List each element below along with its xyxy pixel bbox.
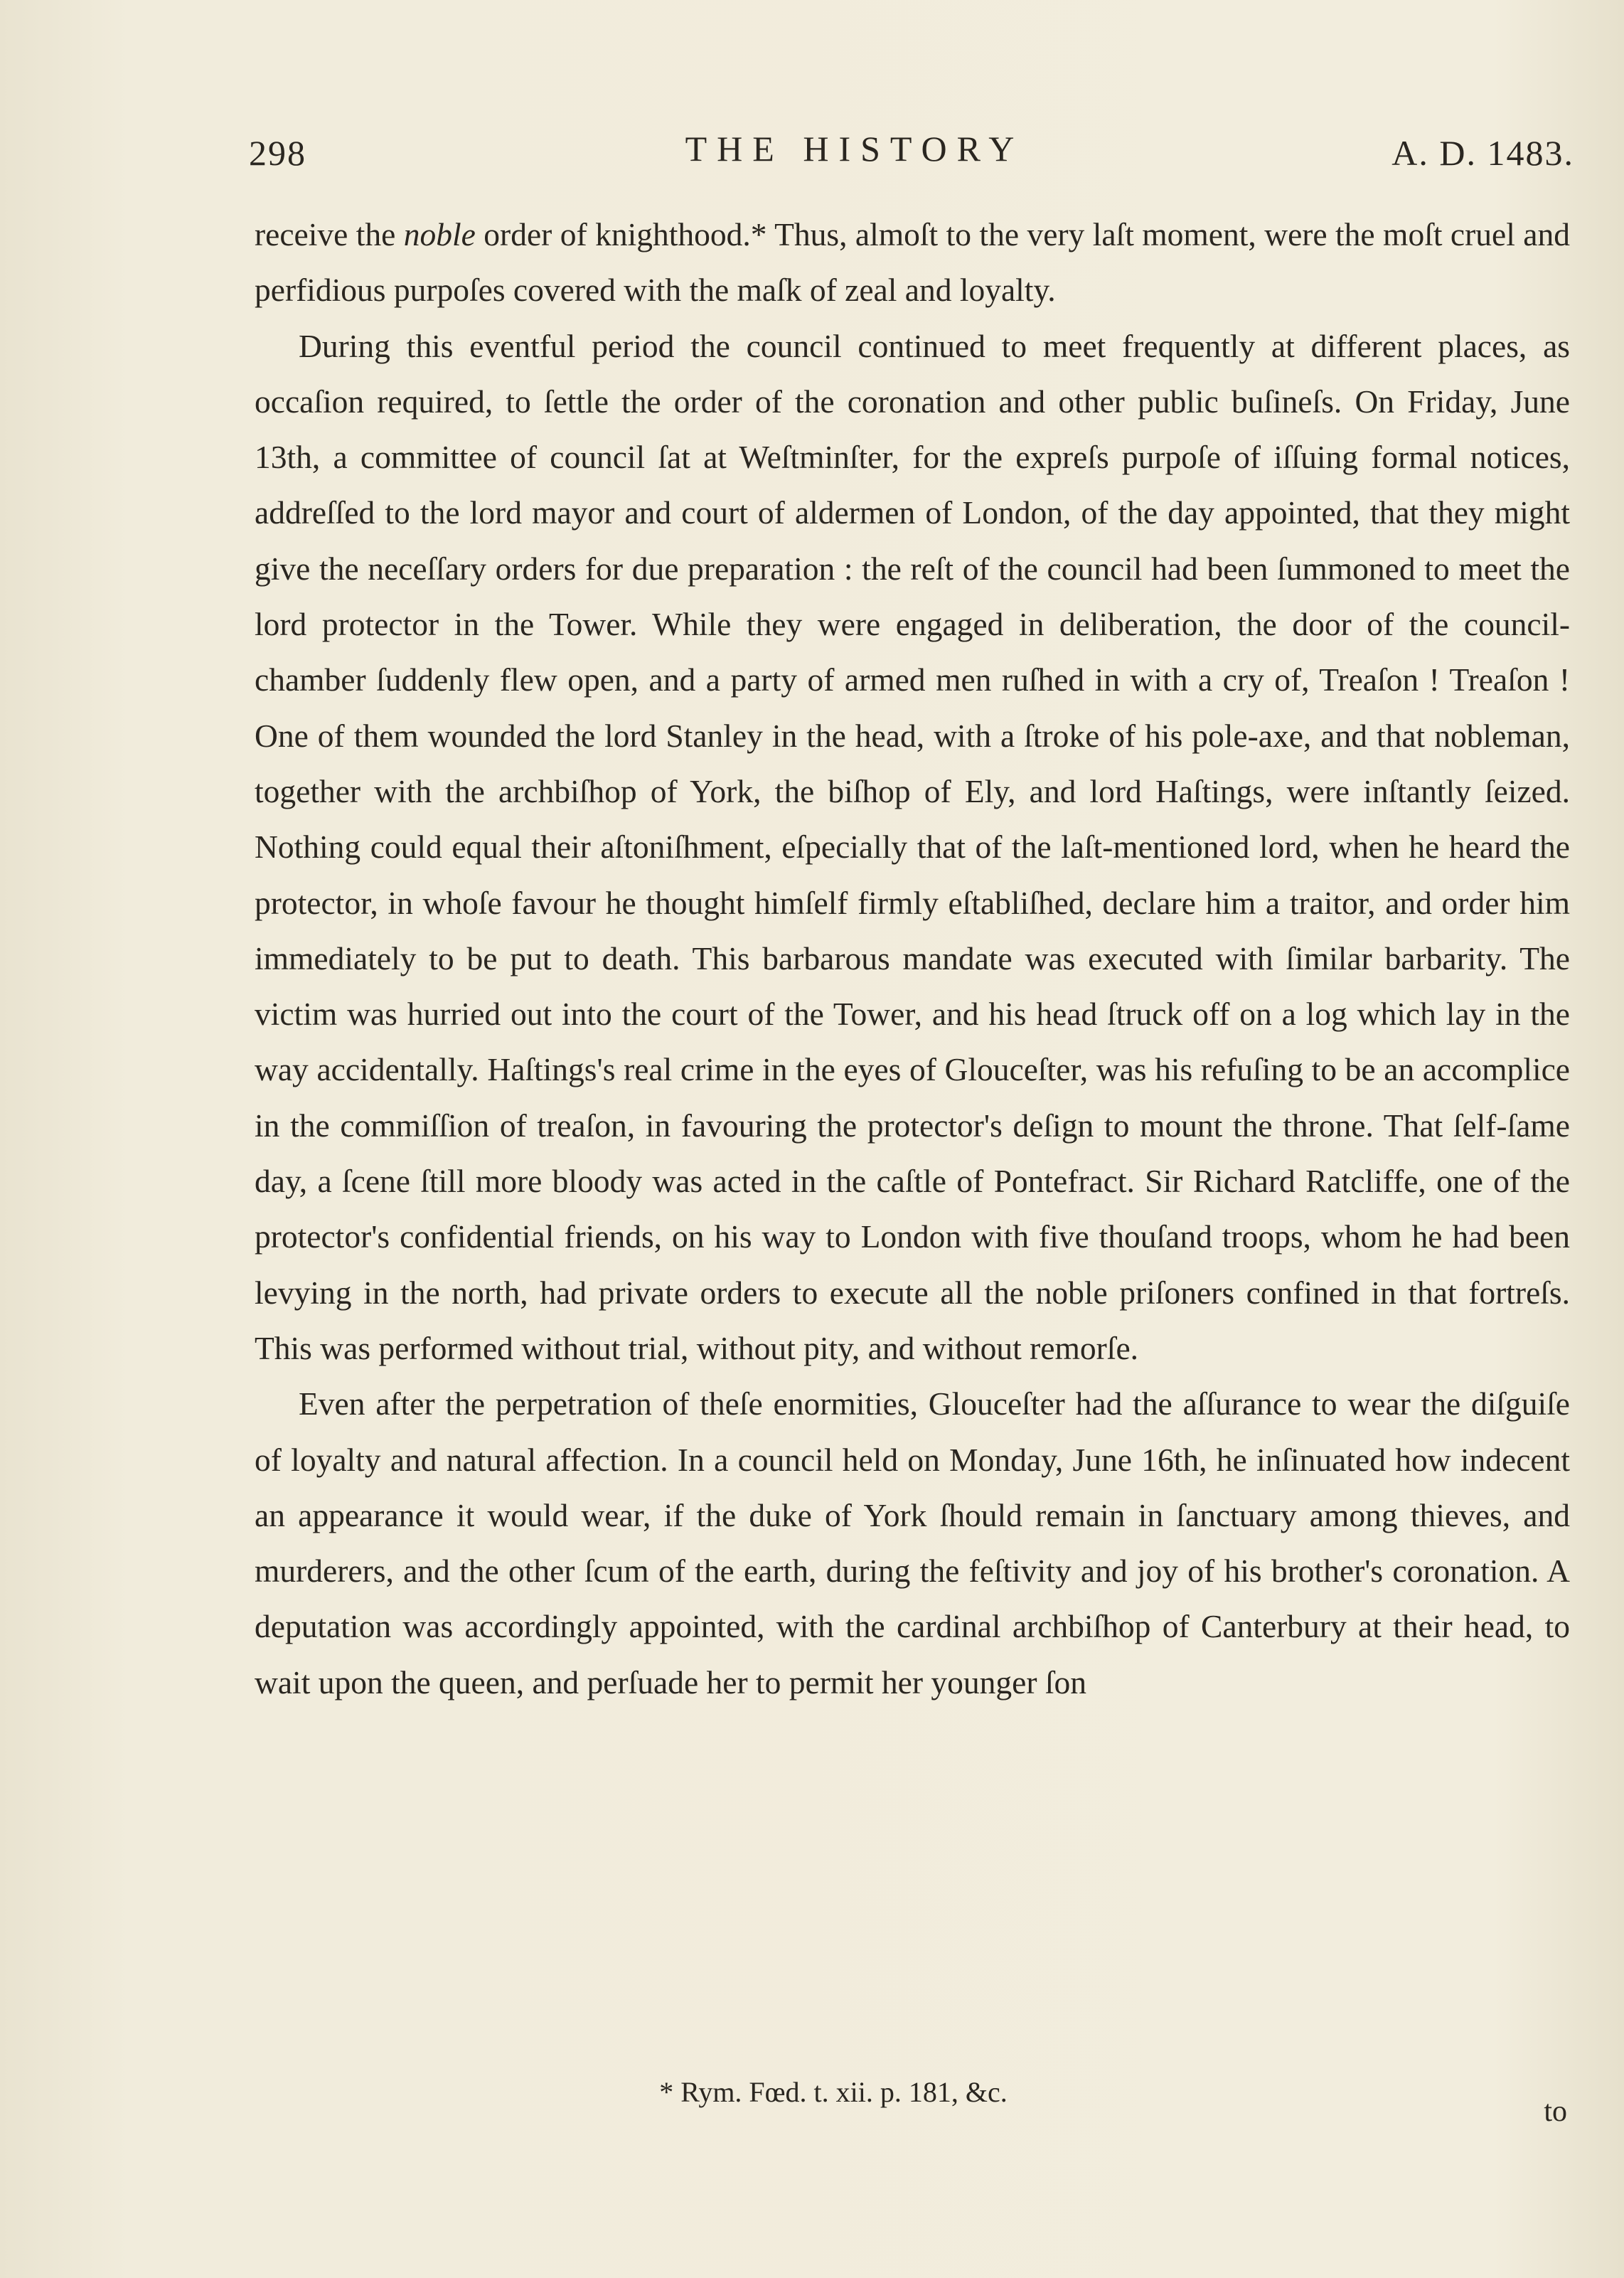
paragraph-3: Even after the perpetration of theſe enormities, Glouceſter had the aſſurance to wear the diſguiſe of loyalty and natural affection. In a council held on Monday, June 16th, he inſinuated how indecent an appearance it would wear, if the duke of York ſhould remain in ſanctuary among thieves, and murderers, and the other ſcum of the earth, during the feſtivity and joy of his brother's coronation. A deputation was accordingly appointed, with the cardinal archbiſhop of Canterbury at their head, to wait upon the queen, and perſuade her to permit her younger ſon	[255, 1385, 1570, 1700]
paragraph-2: During this eventful period the council continued to meet frequently at different places, as occaſion required, to ſettle the order of the coronation and other public buſineſs. On Friday, June 13th, a committee of council ſat at Weſtminſter, for the expreſs purpoſe of iſſuing formal notices, addreſſed to the lord mayor and court of aldermen of London, of the day appointed, that they might give the neceſſary orders for due preparation : the reſt of the council had been ſummoned to meet the lord protector in the Tower. While they were engaged in deliberation, the door of the council-chamber ſuddenly flew open, and a party of armed men ruſhed in with a cry of, Treaſon ! Treaſon ! One of them wounded the lord Stanley in the head, with a ſtroke of his pole-axe, and that nobleman, together with the archbiſhop of York, the biſhop of Ely, and lord Haſtings, were inſtantly ſeized. Nothing could equal their aſtoniſhment, eſpecially that of the laſt-mentioned lord, when he heard the protector, in whoſe favour he thought himſelf firmly eſtabliſhed, declare him a traitor, and order him immediately to be put to death. This barbarous mandate was executed with ſimilar barbarity. The victim was hurried out into the court of the Tower, and his head ſtruck off on a log which lay in the way accidentally. Haſtings's real crime in the eyes of Glouceſter, was his refuſing to be an accomplice in the commiſſion of treaſon, in favouring the protector's deſign to mount the throne. That ſelf-ſame day, a ſcene ſtill more bloody was acted in the caſtle of Pontefract. Sir Richard Ratcliffe, one of the protector's confidential friends, on his way to London with five thouſand troops, whom he had been levying in the north, had private orders to execute all the noble priſoners confined in that fortreſs. This was performed without trial, without pity, and without remorſe.	[255, 327, 1570, 1366]
paragraph-1	[255, 207, 1570, 319]
running-title: THE HISTORY	[685, 129, 1025, 169]
catchword: to	[1544, 2095, 1567, 2128]
body-text	[255, 207, 1570, 1710]
year-label: A. D. 1483.	[1391, 133, 1574, 173]
footnote: * Rym. Fœd. t. xii. p. 181, &c.	[659, 2076, 1008, 2108]
p1-italic-word: noble	[403, 216, 476, 252]
page-number: 298	[249, 133, 306, 173]
p1-text-start: receive the	[255, 216, 404, 252]
p1-text-end: order of knighthood.* Thus, almoſt to the very laſt moment, were the moſt cruel and perfidious purpoſes covered with the maſk of zeal and loyalty.	[255, 216, 1570, 309]
running-header	[249, 128, 1574, 185]
